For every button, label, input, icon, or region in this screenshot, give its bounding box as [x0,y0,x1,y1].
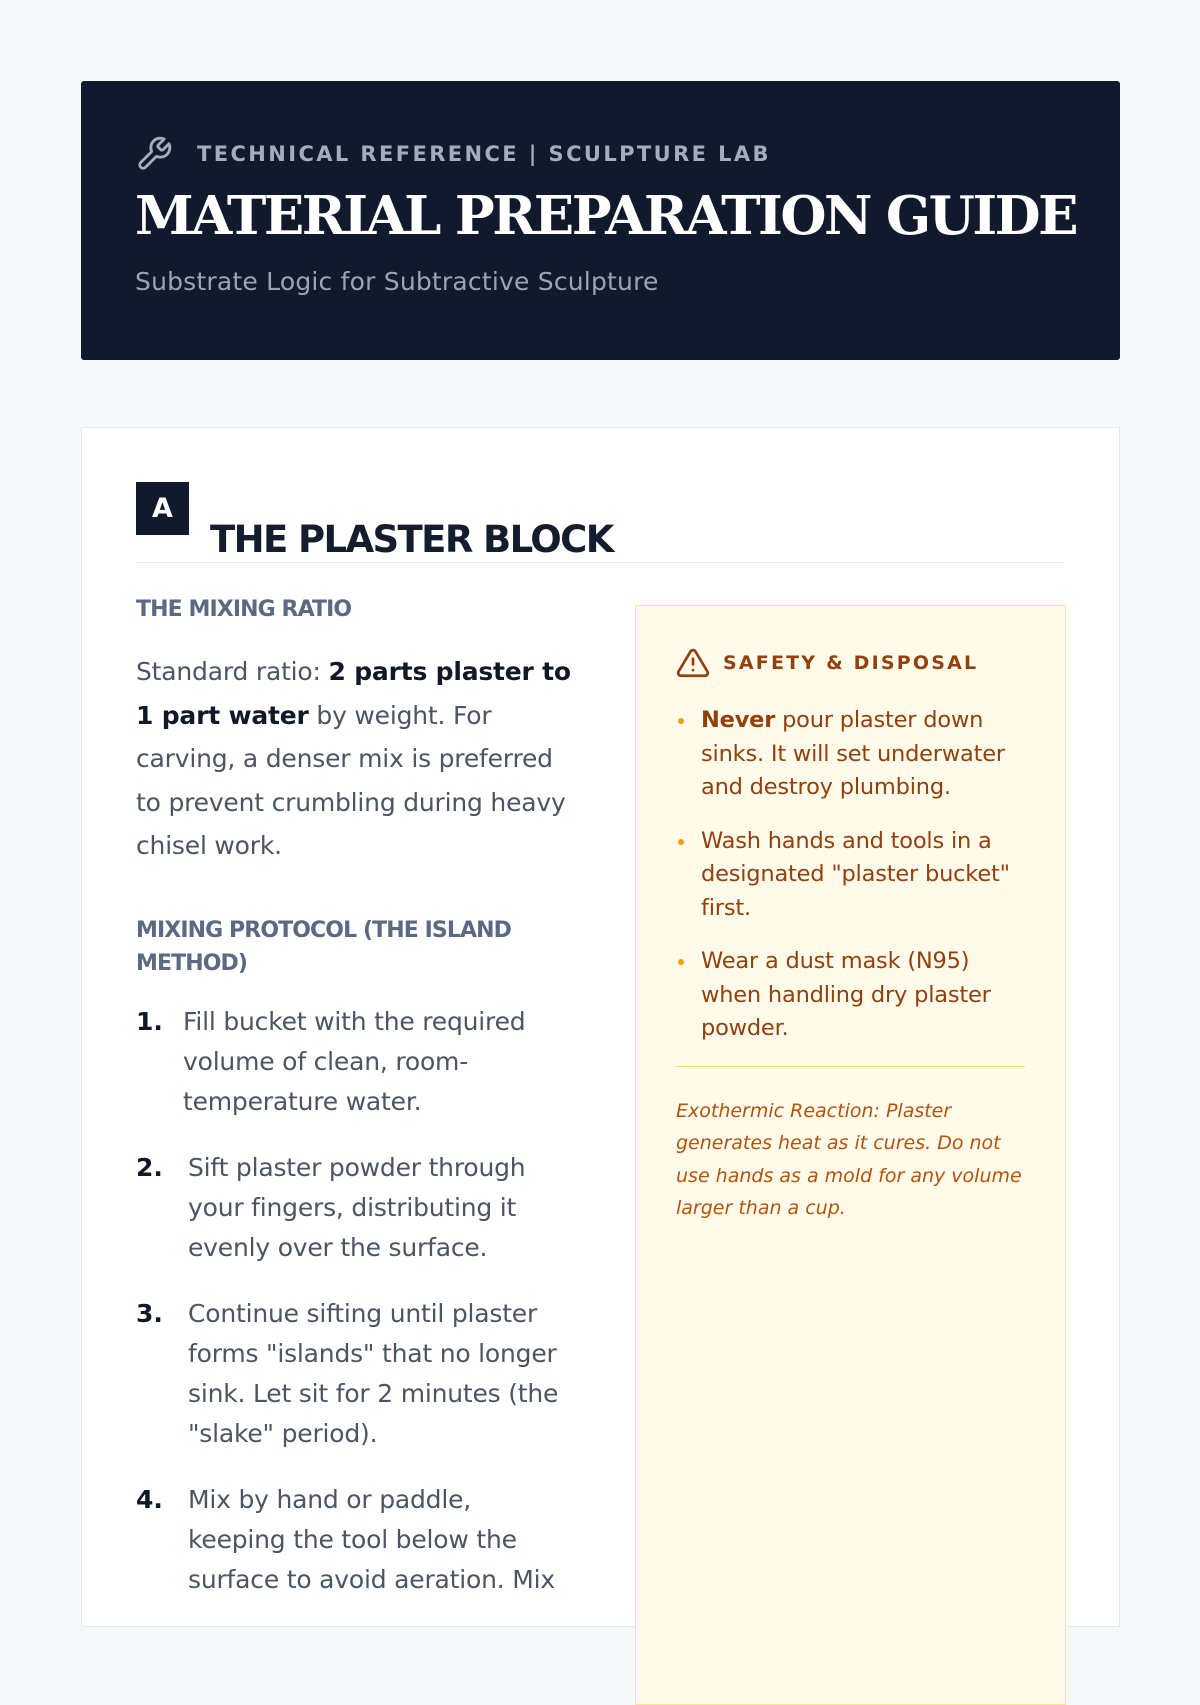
list-item [676,704,1025,805]
wrench-icon [135,135,173,173]
safety-list [676,704,1025,1046]
section-card [81,427,1120,1627]
ratio-text-bold: 2 parts plaster to 1 part water [136,657,571,730]
safety-item-bold: Never [701,707,776,733]
header-eyebrow-text: TECHNICAL REFERENCE | SCULPTURE LAB [197,142,771,166]
list-item [676,945,1025,1046]
safety-header [676,646,1025,680]
step-text: Mix by hand or paddle, keeping the tool below the surface to avoid aeration. Mix [188,1484,555,1594]
exothermic-note: Exothermic Reaction: Plaster generates heat as it cures. Do not use hands as a mold for any volume larger than a cup. [676,1099,1022,1219]
list-item [676,825,1025,926]
protocol-steps-list [136,1002,576,1600]
list-item [136,1294,576,1454]
section-title: THE PLASTER BLOCK [210,517,613,561]
mixing-protocol-heading: MIXING PROTOCOL (THE ISLAND METHOD) [136,917,511,976]
list-item [136,1480,576,1600]
list-item [136,1148,576,1268]
step-number: 4. [136,1484,163,1514]
safety-item-text: pour plaster down sinks. It will set underwater and destroy plumbing. [701,707,1005,800]
step-text: Fill bucket with the required volume of clean, room-temperature water. [183,1006,526,1116]
bullet-dot [678,959,684,965]
ratio-text-before: Standard ratio: [136,657,329,686]
list-item [136,1002,576,1122]
section-header [136,482,1065,563]
step-number: 3. [136,1298,163,1328]
ratio-text-after: by weight. For carving, a denser mix is preferred to prevent crumbling during heavy chisel work. [136,700,566,860]
mixing-ratio-paragraph [136,650,576,868]
step-text: Sift plaster powder through your fingers, distributing it evenly over the surface. [188,1152,526,1262]
mixing-ratio-heading: THE MIXING RATIO [136,597,352,622]
page-title: MATERIAL PREPARATION GUIDE [135,185,1077,247]
safety-title: SAFETY & DISPOSAL [723,652,979,674]
header-eyebrow [135,135,1066,173]
safety-item-text: Wear a dust mask (N95) when handling dry plaster powder. [701,948,991,1041]
bullet-dot [678,839,684,845]
safety-item-text: Wash hands and tools in a designated "plaster bucket" first. [701,827,1010,921]
safety-callout [635,605,1066,1705]
divider [676,1066,1025,1067]
page-subtitle: Substrate Logic for Subtractive Sculpture [135,266,659,296]
warning-triangle-icon [676,646,710,680]
step-text: Continue sifting until plaster forms "islands" that no longer sink. Let sit for 2 minutes (the "slake" period). [188,1298,559,1448]
section-letter-badge: A [136,482,189,535]
bullet-dot [678,718,684,724]
step-number: 1. [136,1006,163,1036]
document-header [81,81,1120,360]
instructions-column [136,593,576,1626]
step-number: 2. [136,1152,163,1182]
